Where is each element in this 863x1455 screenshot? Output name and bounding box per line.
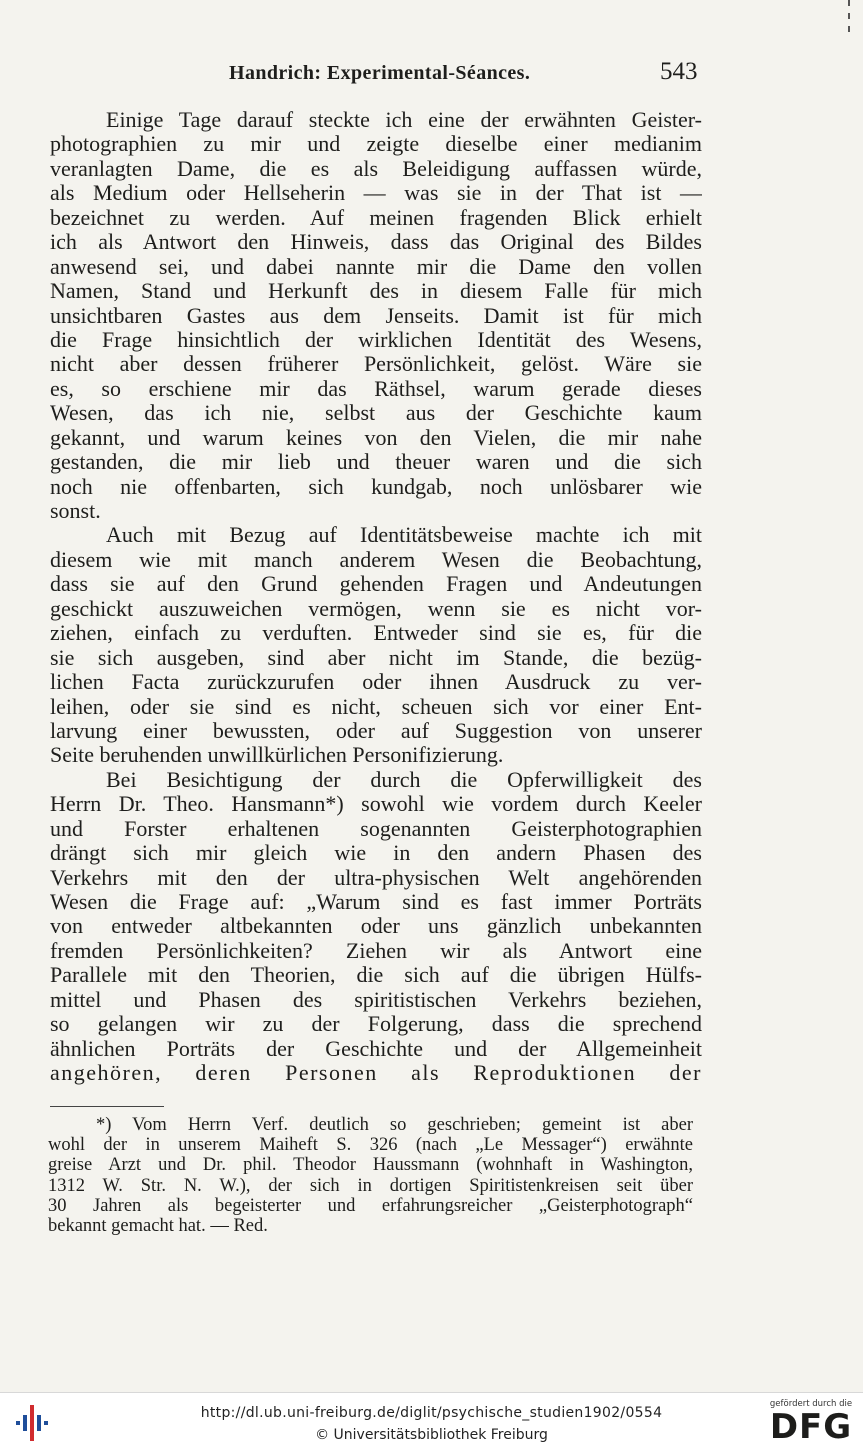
text-line: sie sich ausgeben, sind aber nicht im Stande, die bezüg- bbox=[50, 645, 702, 670]
footnote-line: 30 Jahren als begeisterter und erfahrungsreicher „Geisterphotograph“ bbox=[48, 1195, 693, 1216]
text-line: bezeichnet zu werden. Auf meinen fragenden Blick erhielt bbox=[50, 205, 702, 230]
footnote-line: 1312 W. Str. N. W.), der sich in dortigen Spiritistenkreisen seit über bbox=[48, 1175, 693, 1196]
text-line: sonst. bbox=[50, 499, 101, 523]
text-line: nicht aber dessen früherer Persönlichkeit, gelöst. Wäre sie bbox=[50, 352, 702, 377]
text-line: so gelangen wir zu der Folgerung, dass die sprechend bbox=[50, 1012, 702, 1037]
text-line: mittel und Phasen des spiritistischen Verkehrs beziehen, bbox=[50, 987, 702, 1012]
text-line: Verkehrs mit den der ultra-physischen Welt angehörenden bbox=[50, 865, 702, 890]
text-line: photographien zu mir und zeigte dieselbe einer medianim bbox=[50, 132, 702, 157]
text-line: gekannt, und warum keines von den Vielen, die mir nahe bbox=[50, 425, 702, 450]
dfg-logo-block bbox=[763, 1399, 859, 1451]
dfg-caption: gefördert durch die bbox=[769, 1399, 853, 1409]
footnote bbox=[48, 1115, 693, 1236]
text-line: die Frage hinsichtlich der wirklichen Identität des Wesens, bbox=[50, 327, 702, 352]
text-line: ziehen, einfach zu verduften. Entweder sind sie es, für die bbox=[50, 621, 702, 646]
text-line: ich als Antwort den Hinweis, dass das Original des Bildes bbox=[50, 230, 702, 255]
text-line: Auch mit Bezug auf Identitätsbeweise machte ich mit bbox=[106, 523, 702, 548]
text-line: Namen, Stand und Herkunft des in diesem Falle für mich bbox=[50, 279, 702, 304]
footnote-line: bekannt gemacht hat. — Red. bbox=[48, 1215, 268, 1236]
text-line: Bei Besichtigung der durch die Opferwilligkeit des bbox=[106, 767, 702, 792]
text-line: Wesen die Frage auf: „Warum sind es fast immer Porträts bbox=[50, 890, 702, 914]
text-line: veranlagten Dame, die es als Beleidigung auffassen würde, bbox=[50, 156, 702, 181]
text-line: als Medium oder Hellseherin — was sie in der That ist — bbox=[50, 181, 702, 206]
text-line: larvung einer bewussten, oder auf Suggestion von unserer bbox=[50, 718, 702, 743]
text-line: noch nie offenbarten, sich kundgab, noch unlösbarer wie bbox=[50, 474, 702, 499]
text-line: anwesend sei, und dabei nannte mir die Dame den vollen bbox=[50, 254, 702, 279]
text-line: lichen Facta zurückzurufen oder ihnen Ausdruck zu ver- bbox=[50, 670, 702, 695]
text-line: dass sie auf den Grund gehenden Fragen und Andeutungen bbox=[50, 572, 702, 597]
body-text bbox=[50, 108, 702, 1086]
text-line: fremden Persönlichkeiten? Ziehen wir als Antwort eine bbox=[50, 938, 702, 963]
running-head bbox=[0, 58, 863, 88]
footnote-rule bbox=[50, 1106, 164, 1107]
text-line: Einige Tage darauf steckte ich eine der erwähnten Geister- bbox=[106, 108, 702, 132]
permalink-url[interactable]: http://dl.ub.uni-freiburg.de/diglit/psychische_studien1902/0554 bbox=[200, 1405, 663, 1421]
text-line: Wesen, das ich nie, selbst aus der Geschichte kaum bbox=[50, 401, 702, 426]
text-line: diesem wie mit manch anderem Wesen die Beobachtung, bbox=[50, 547, 702, 572]
text-line: ähnlichen Porträts der Geschichte und der Allgemeinheit bbox=[50, 1036, 702, 1061]
text-line: Seite beruhenden unwillkürlichen Personifizierung. bbox=[50, 743, 504, 768]
viewer-footer bbox=[0, 1392, 863, 1455]
running-title: Handrich: Experimental-Séances. bbox=[229, 62, 531, 84]
text-line: angehören, deren Personen als Reproduktionen der bbox=[50, 1061, 702, 1086]
text-line: leihen, oder sie sind es nicht, scheuen sich vor einer Ent- bbox=[50, 694, 702, 719]
page-edge-marks bbox=[848, 0, 850, 44]
text-line: Herrn Dr. Theo. Hansmann*) sowohl wie vordem durch Keeler bbox=[50, 792, 702, 817]
footnote-line: *) Vom Herrn Verf. deutlich so geschrieben; gemeint ist aber bbox=[96, 1115, 693, 1135]
text-line: gestanden, die mir lieb und theuer waren und die sich bbox=[50, 450, 702, 475]
footnote-line: greise Arzt und Dr. phil. Theodor Haussmann (wohnhaft in Washington, bbox=[48, 1155, 693, 1176]
text-line: es, so erschiene mir das Räthsel, warum gerade dieses bbox=[50, 376, 702, 401]
text-line: Parallele mit den Theorien, die sich auf die übrigen Hülfs- bbox=[50, 963, 702, 988]
page-number: 543 bbox=[660, 58, 698, 85]
text-line: und Forster erhaltenen sogenannten Geisterphotographien bbox=[50, 816, 702, 841]
footnote-line: wohl der in unserem Maiheft S. 326 (nach „Le Messager“) erwähnte bbox=[48, 1135, 693, 1156]
dfg-logo: DFG bbox=[769, 1407, 853, 1447]
text-line: geschickt auszuweichen vermögen, wenn sie es nicht vor- bbox=[50, 596, 702, 621]
text-line: drängt sich mir gleich wie in den andern Phasen des bbox=[50, 841, 702, 866]
text-line: unsichtbaren Gastes aus dem Jenseits. Damit ist für mich bbox=[50, 303, 702, 328]
text-line: von entweder altbekannten oder uns gänzlich unbekannten bbox=[50, 914, 702, 939]
copyright-notice: © Universitätsbibliothek Freiburg bbox=[315, 1427, 548, 1443]
